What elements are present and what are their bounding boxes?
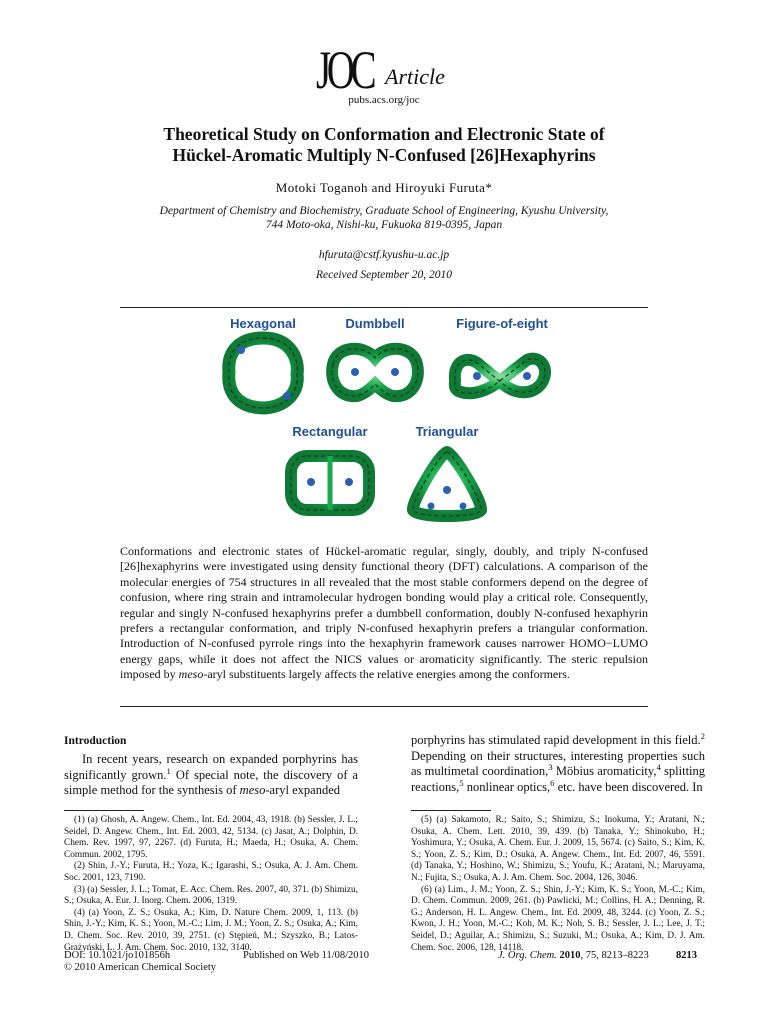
copyright: © 2010 American Chemical Society <box>64 962 217 973</box>
intro-text: porphyrins has stimulated rapid development in this field. <box>411 733 701 747</box>
authors: Motoki Toganoh and Hiroyuki Furuta* <box>275 180 493 195</box>
journal-logo <box>316 40 466 100</box>
label-triangular: Triangular <box>415 424 479 439</box>
ref-4-link[interactable]: 4 <box>656 761 661 772</box>
intro-text: Of special note, the discovery of a simple method for the synthesis of <box>64 767 358 797</box>
affiliation-line-1: Department of Chemistry and Biochemistry, Graduate School of Engineering, Kyushu University, <box>159 205 609 217</box>
label-figure-of-eight: Figure-of-eight <box>456 316 548 331</box>
hexagonal-molecule <box>229 338 298 408</box>
footnote-rule-right <box>411 810 491 811</box>
ref-5-link[interactable]: 5 <box>459 777 464 788</box>
abstract <box>120 544 648 683</box>
intro-text: Depending on their structures, interesting properties such as multimetal coordination, <box>411 748 705 778</box>
ref-2-link[interactable]: 2 <box>700 730 705 741</box>
intro-italic: meso <box>239 783 266 797</box>
abstract-text: Conformations and electronic states of Hückel-aromatic regular, singly, doubly, and triply N-confused [26]hexaphyrins were investigated using density functional theory (DFT) calculations. A comparison of the molecular energies of 754 structures in all revealed that the most stable conformers depend on the degree of confusion, where ring strain and intramolecular hydrogen bonding would play a critical role. Consequently, regular and singly N-confused hexaphyrins prefer a dumbbell conformation, doubly N-confused hexaphyrin prefers a rectangular conformation, and triply N-confused hexaphyrin prefers a triangular conformation. Introduction of N-confused pyrrole rings into the hexaphyrin framework causes narrower HOMO−LUMO energy gaps, while it does not affect the NICS values or aromaticity significantly. The steric repulsion imposed by <box>120 544 648 682</box>
received-date: Received September 20, 2010 <box>315 269 453 281</box>
reference-item: (5) (a) Sakamoto, R.; Saito, S.; Shimizu, S.; Inokuma, Y.; Aratani, N.; Osuka, A. Chem. Lett. 2010, 39, 439. (b) Tanaka, Y.; Shinokubo, H.; Yoshimura, Y.; Osuka, A. Chem. Eur. J. 2009, 15, 5674. (c) Saito, S.; Kim, K. S.; Yoon, Z. S.; Kim, D.; Osuka, A. Angew. Chem., Int. Ed. 2007, 46, 5591. (d) Tanaka, Y.; Hoshino, W.; Shimizu, S.; Youfu, K.; Aratani, N.; Maruyama, N.; Fujita, S.; Osuka, A. J. Am. Chem. Soc. 2004, 126, 3046. <box>411 815 705 883</box>
figure-of-eight-molecule <box>455 359 545 394</box>
section-heading-introduction: Introduction <box>64 735 127 747</box>
corresponding-email[interactable]: hfuruta@cstf.kyushu-u.ac.jp <box>318 249 450 261</box>
reference-item: (2) Shin, J.-Y.; Furuta, H.; Yoza, K.; Igarashi, S.; Osuka, A. J. Am. Chem. Soc. 2001, 123, 7190. <box>64 861 358 883</box>
reference-item: (3) (a) Sessler, J. L.; Tomat, E. Acc. Chem. Res. 2007, 40, 371. (b) Shimizu, S.; Osuka, A. Eur. J. Inorg. Chem. 2006, 1319. <box>64 884 358 907</box>
journal-citation <box>498 950 649 961</box>
affiliation-line-2: 744 Moto-oka, Nishi-ku, Fukuoka 819-0395, Japan <box>265 219 503 231</box>
abstract-text-end: -aryl substituents largely affects the relative energies among the conformers. <box>203 667 570 682</box>
intro-column-left <box>64 752 358 799</box>
intro-text: -aryl expanded <box>265 783 340 797</box>
journal-year: 2010 <box>559 950 581 961</box>
journal-url[interactable]: pubs.acs.org/joc <box>348 94 420 106</box>
logo-article: Article <box>385 64 445 89</box>
ref-3-link[interactable]: 3 <box>548 761 553 772</box>
page-number: 8213 <box>676 950 697 961</box>
journal-name: J. Org. Chem. <box>498 950 557 961</box>
label-hexagonal: Hexagonal <box>230 316 296 331</box>
title-line-1: Theoretical Study on Conformation and Electronic State of <box>163 124 605 144</box>
reference-item: (1) (a) Ghosh, A. Angew. Chem., Int. Ed. 2004, 43, 1918. (b) Sessler, J. L.; Seidel, D. Angew. Chem., Int. Ed. 2003, 42, 5134. (c) Jasat, A.; Dolphin, D. Chem. Rev. 1997, 97, 2267. (d) Furuta, H.; Maeda, H.; Osuka, A. Chem. Commun. 2002, 1795. <box>64 815 358 860</box>
abstract-bottom-rule <box>120 706 648 707</box>
toc-graphic <box>215 310 555 532</box>
triangular-molecule <box>413 452 481 516</box>
published-date: Published on Web 11/08/2010 <box>243 950 370 961</box>
article-title <box>80 124 688 166</box>
top-rule <box>120 307 648 308</box>
label-rectangular: Rectangular <box>292 424 368 439</box>
intro-column-right <box>411 730 706 795</box>
rectangular-molecule <box>291 456 369 510</box>
doi[interactable]: DOI: 10.1021/jo101856h <box>64 950 171 961</box>
intro-text: Möbius aromaticity, <box>552 764 657 778</box>
intro-text: etc. have been discovered. In <box>554 779 703 794</box>
intro-text: nonlinear optics, <box>463 779 551 794</box>
ref-6-link[interactable]: 6 <box>550 777 555 788</box>
dumbbell-molecule <box>332 349 418 396</box>
abstract-italic-meso: meso <box>178 667 204 682</box>
references-right <box>411 815 705 954</box>
references-left <box>64 815 358 954</box>
intro-text: In recent years, research on expanded porphyrins has significantly grown. <box>64 752 358 782</box>
reference-item: (4) (a) Yoon, Z. S.; Osuka, A.; Kim, D. Nature Chem. 2009, 1, 113. (b) Shin, J.-Y.; Kim, K. S.; Yoon, M.-C.; Lim, J. M.; Yoon, Z. S.; Osuka, A.; Kim, D. Chem. Soc. Rev. 2010, 39, 2751. (c) Stępień, M.; Szyszko, B.; Latos-Grażyński, L. J. Am. Chem. Soc. 2010, 132, 3140. <box>64 907 358 953</box>
ref-1-link[interactable]: 1 <box>166 765 171 776</box>
reference-item: (6) (a) Lim., J. M.; Yoon, Z. S.; Shin, J.-Y.; Kim, K. S.; Yoon, M.-C.; Kim, D. Chem. Commun. 2009, 261. (b) Pawlicki, M.; Collins, H. A.; Denning, R. G.; Anderson, H. L. Angew. Chem., Int. Ed. 2009, 48, 3244. (c) Yoon, Z. S.; Kwon, J. H.; Yoon, M.-C.; Koh, M. K.; Noh, S. B.; Sessler, J. L.; Lee, J. T.; Seidel, D.; Aguilar, A.; Shimizu, S.; Suzuki, M.; Osuka, A.; Kim, D. J. Am. Chem. Soc. 2006, 128, 14118. <box>411 884 705 953</box>
footnote-rule-left <box>64 810 144 811</box>
logo-joc: JOC <box>316 40 373 100</box>
affiliation <box>80 204 688 232</box>
title-line-2: Hückel-Aromatic Multiply N-Confused [26]Hexaphyrins <box>172 145 596 165</box>
label-dumbbell: Dumbbell <box>345 316 405 331</box>
intro-text: splitting reactions, <box>411 764 706 794</box>
journal-volume-pages: , 75, 8213–8223 <box>580 950 649 961</box>
